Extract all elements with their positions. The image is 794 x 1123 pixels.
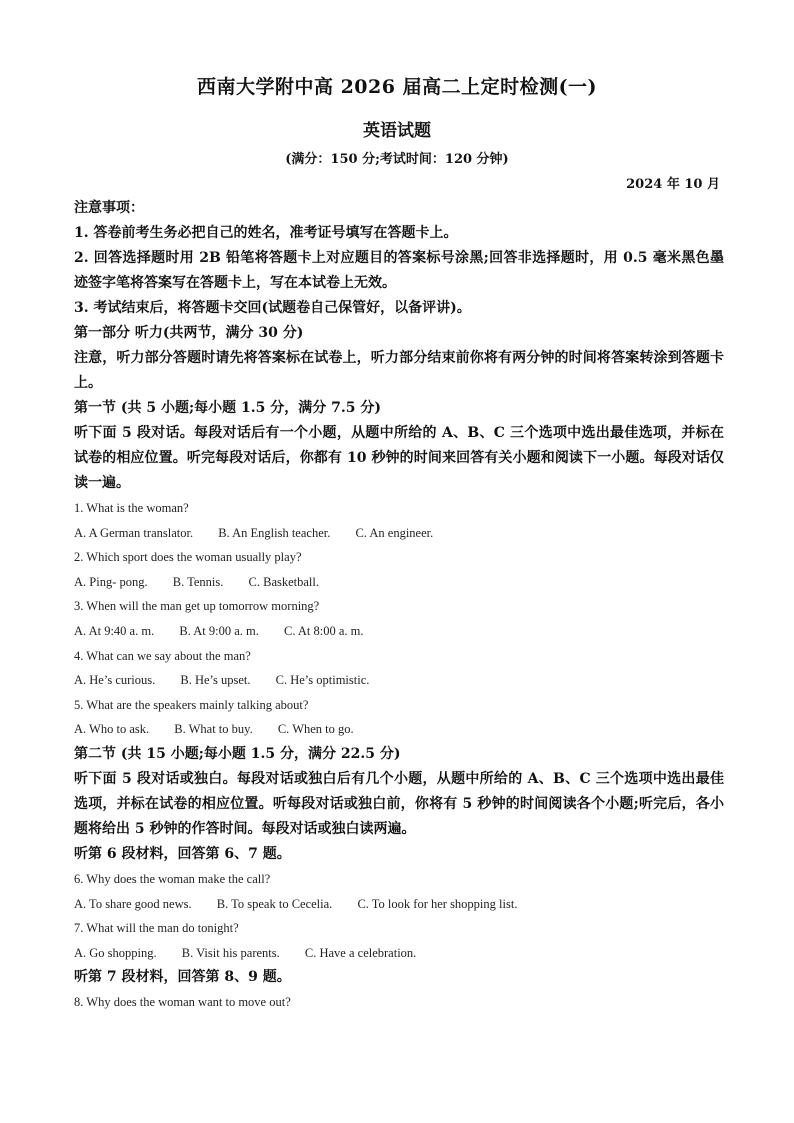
section2-instructions: 听下面 5 段对话或独白。每段对话或独白后有几个小题，从题中所给的 A、B、C 三个选项中选出最佳选项，并标在试卷的相应位置。听每段对话或独白前，你将有 5 秒钟的时间阅读各个小题;听完后，各小题将给出 5 秒钟的作答时间。每段对话或独白读两遍。 [74,770,724,837]
option-c: C. Have a celebration. [304,945,417,960]
option-c: C. An engineer. [355,525,434,540]
question-options [74,521,724,546]
exam-body [74,196,724,1015]
question-options [74,668,724,693]
option-b: B. Visit his parents. [181,945,280,960]
exam-date: 2024 年 10 月 [626,177,720,192]
option-b: B. What to buy. [174,722,253,737]
material-heading: 听第 6 段材料，回答第 6、7 题。 [74,845,291,862]
question-text: 7. What will the man do tonight? [74,921,239,936]
question-text: 6. Why does the woman make the call? [74,871,271,886]
option-c: C. When to go. [277,722,354,737]
question-text: 2. Which sport does the woman usually play? [74,550,302,565]
note-item: 1. 答卷前考生务必把自己的姓名，准考证号填写在答题卡上。 [74,225,458,241]
option-c: C. He’s optimistic. [275,673,370,688]
option-c: C. At 8:00 a. m. [284,623,364,638]
section1-instructions: 听下面 5 段对话。每段对话后有一个小题，从题中所给的 A、B、C 三个选项中选出最佳选项，并标在试卷的相应位置。听完每段对话后，你都有 10 秒钟的时间来回答有关小题和阅读下一小题。每段对话仅读一遍。 [74,425,724,491]
question-options [74,892,724,917]
option-b: B. An English teacher. [218,525,331,540]
option-a: A. To share good news. [74,896,192,911]
exam-title: 西南大学附中高 2026 届高二上定时检测(一) [196,76,598,98]
question-options [74,570,724,595]
option-a: A. He’s curious. [74,673,156,688]
note-item: 3. 考试结束后，将答题卡交回(试题卷自己保管好，以备评讲)。 [74,300,471,316]
option-a: A. Ping- pong. [74,574,148,589]
option-b: B. Tennis. [172,574,224,589]
question-text: 8. Why does the woman want to move out? [74,995,291,1010]
part1-heading: 第一部分 听力(共两节，满分 30 分) [74,325,304,341]
option-a: A. Go shopping. [74,945,157,960]
section1-heading: 第一节 (共 5 小题;每小题 1.5 分，满分 7.5 分) [74,400,381,416]
part1-note: 注意，听力部分答题时请先将答案标在试卷上，听力部分结束前你将有两分钟的时间将答案转涂到答题卡上。 [74,350,724,391]
question-text: 1. What is the woman? [74,501,189,515]
material-heading: 听第 7 段材料，回答第 8、9 题。 [74,969,291,986]
option-a: A. A German translator. [74,525,194,540]
section2-heading: 第二节 (共 15 小题;每小题 1.5 分，满分 22.5 分) [74,745,401,762]
option-a: A. Who to ask. [74,722,150,737]
exam-subject: 英语试题 [363,121,431,141]
notes-heading: 注意事项： [74,200,144,216]
option-b: B. At 9:00 a. m. [179,623,259,638]
option-c: C. To look for her shopping list. [357,896,518,911]
option-b: B. He’s upset. [180,673,251,688]
exam-score-time: (满分：150 分;考试时间：120 分钟) [285,152,509,167]
note-item: 2. 回答选择题时用 2B 铅笔将答题卡上对应题目的答案标号涂黑;回答非选择题时，用 0.5 毫米黑色墨迹签字笔将答案写在答题卡上，写在本试卷上无效。 [74,250,724,291]
option-c: C. Basketball. [248,574,319,589]
question-options [74,619,724,644]
question-options [74,941,724,966]
question-text: 4. What can we say about the man? [74,648,251,663]
question-text: 3. When will the man get up tomorrow morning? [74,599,320,614]
question-options [74,717,724,742]
question-text: 5. What are the speakers mainly talking about? [74,697,309,712]
option-a: A. At 9:40 a. m. [74,623,155,638]
option-b: B. To speak to Cecelia. [216,896,333,911]
